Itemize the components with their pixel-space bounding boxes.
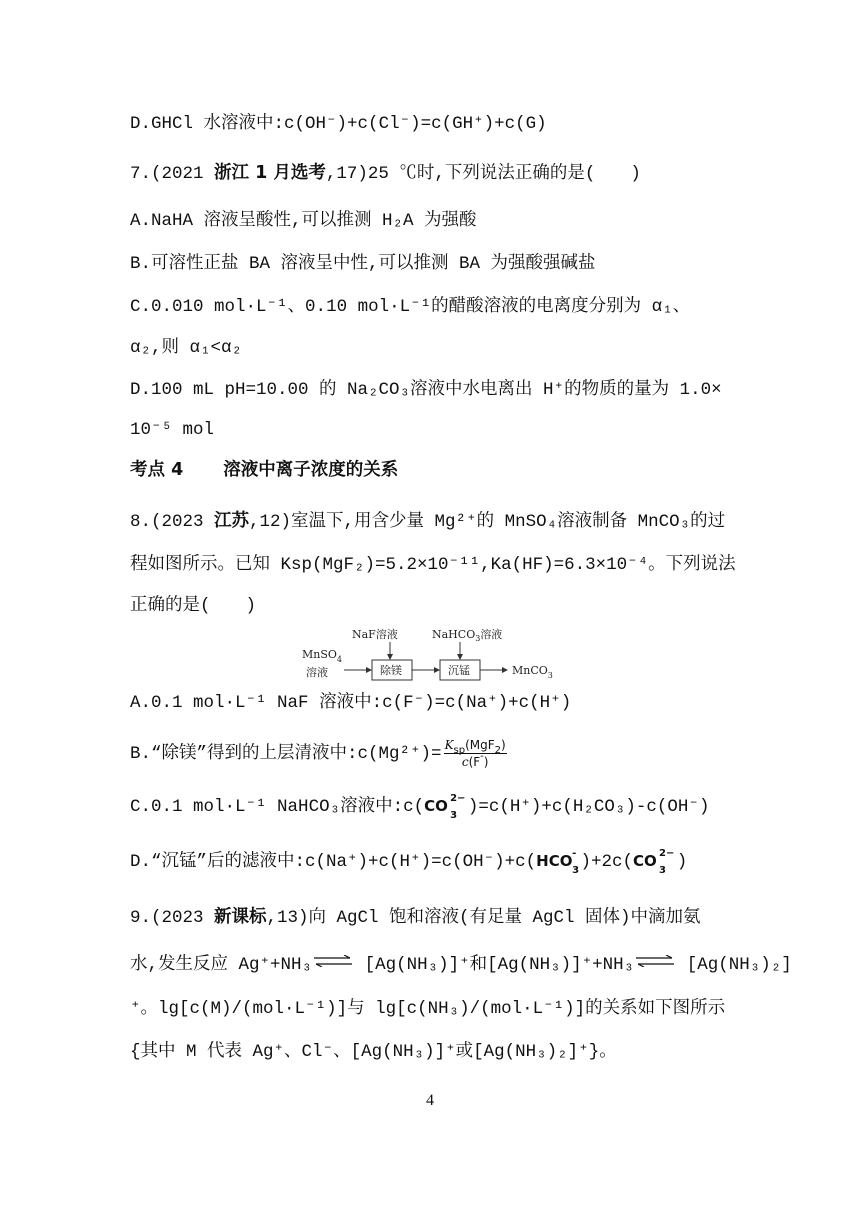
- section-title: 溶液中离子浓度的关系: [223, 460, 399, 480]
- option-7d-line1: D.100 mL pH=10.00 的 Na₂CO₃溶液中水电离出 H⁺的物质的量为 1.0×: [130, 380, 722, 400]
- q7-text: ,17)25 ℃时,下列说法正确的是( ): [325, 164, 641, 184]
- q8-text: ,12)室温下,用含少量 Mg²⁺的 MnSO₄溶液制备 MnCO₃的过: [249, 512, 726, 532]
- option-7c-line2: α₂,则 α₁<α₂: [130, 338, 243, 358]
- question-9-line2: [130, 953, 792, 977]
- option-7d-line2: 10⁻⁵ mol: [130, 420, 215, 440]
- q9-line2-b: [Ag(NH₃)]⁺和[Ag(NH₃)]⁺+NH₃: [354, 955, 635, 975]
- option-8d-text-b: )+2c(: [580, 852, 633, 872]
- question-9-line3: ⁺。lg[c(M)/(mol·L⁻¹)]与 lg[c(NH₃)/(mol·L⁻¹)]的关系如下图所示: [130, 999, 726, 1019]
- fraction-numerator: $K_{sp}(MgF_2)$: [444, 738, 506, 756]
- fraction-denominator: c(F-): [461, 751, 489, 769]
- q9-line2-a: 水,发生反应 Ag⁺+NH₃: [130, 955, 313, 975]
- option-8b-text: B.“除镁”得到的上层清液中:c(Mg²⁺)=: [130, 744, 442, 765]
- page-number: 4: [426, 1092, 434, 1109]
- flow-start-label: MnSO$_4$: [302, 648, 342, 664]
- question-9-line4: {其中 M 代表 Ag⁺、Cl⁻、[Ag(NH₃)]⁺或[Ag(NH₃)₂]⁺}。: [130, 1042, 617, 1062]
- option-8d-text-a: D.“沉锰”后的滤液中:c(Na⁺)+c(H⁺)=c(OH⁻)+c(: [130, 852, 537, 872]
- equilibrium-arrow-icon: [314, 955, 352, 967]
- option-8d-text-c: ): [676, 852, 688, 872]
- q7-source: 浙江 1 月选考: [214, 163, 326, 183]
- ksp-fraction: [444, 737, 507, 770]
- carbonate-ion-2: CO 2− 3: [633, 848, 675, 876]
- option-6d: D.GHCl 水溶液中:c(OH⁻)+c(Cl⁻)=c(GH⁺)+c(G): [130, 114, 547, 134]
- process-flow-diagram: [300, 624, 600, 684]
- option-8d: [130, 849, 687, 874]
- option-7b: B.可溶性正盐 BA 溶液呈中性,可以推测 BA 为强酸强碱盐: [130, 254, 596, 274]
- section-label: 考点 4: [130, 460, 184, 480]
- flow-reagent-arrowhead-1: [387, 654, 393, 660]
- flow-arrowhead-3: [502, 667, 508, 673]
- question-7-stem: [130, 161, 641, 186]
- q8-source: 江苏: [214, 511, 250, 531]
- q9-number: 9.(2023: [130, 908, 215, 928]
- flow-product: MnCO$_3$: [512, 664, 553, 680]
- option-8c-text-a: C.0.1 mol·L⁻¹ NaHCO₃溶液中:c(: [130, 797, 425, 817]
- flow-box-1-label: 除镁: [380, 664, 402, 677]
- q8-number: 8.(2023: [130, 512, 215, 532]
- bicarbonate-ion: HCO - 3: [536, 848, 580, 876]
- question-9-stem: [130, 905, 701, 930]
- option-7a: A.NaHA 溶液呈酸性,可以推测 H₂A 为强酸: [130, 211, 477, 231]
- q9-text: ,13)向 AgCl 饱和溶液(有足量 AgCl 固体)中滴加氨: [266, 908, 701, 928]
- flow-reagent-arrowhead-2: [457, 654, 463, 660]
- q9-source: 新课标: [214, 907, 267, 927]
- option-8a: A.0.1 mol·L⁻¹ NaF 溶液中:c(F⁻)=c(Na⁺)+c(H⁺): [130, 693, 572, 713]
- flow-reagent-2: NaHCO$_3$溶液: [432, 628, 503, 643]
- equilibrium-arrow-icon-2: [636, 955, 674, 967]
- flow-start-label-2: 溶液: [306, 666, 328, 679]
- question-8-stem: [130, 509, 725, 534]
- flow-reagent-1: NaF溶液: [352, 628, 398, 641]
- option-8c-text-b: )=c(H⁺)+c(H₂CO₃)-c(OH⁻): [467, 797, 710, 817]
- q7-number: 7.(2021: [130, 164, 215, 184]
- question-8-line3: 正确的是( ): [130, 596, 257, 616]
- option-8b: [130, 737, 507, 770]
- flow-arrowhead-1: [366, 667, 372, 673]
- flow-arrowhead-2: [434, 667, 440, 673]
- flow-box-2-label: 沉锰: [448, 664, 470, 677]
- question-8-line2: 程如图所示。已知 Ksp(MgF₂)=5.2×10⁻¹¹,Ka(HF)=6.3×10⁻⁴。下列说法: [130, 555, 736, 575]
- carbonate-ion: CO 2− 3: [424, 793, 466, 821]
- section-heading: [130, 458, 398, 483]
- option-8c: [130, 794, 709, 819]
- q9-line2-c: [Ag(NH₃)₂]: [676, 955, 792, 975]
- option-7c-line1: C.0.010 mol·L⁻¹、0.10 mol·L⁻¹的醋酸溶液的电离度分别为 α₁、: [130, 297, 691, 317]
